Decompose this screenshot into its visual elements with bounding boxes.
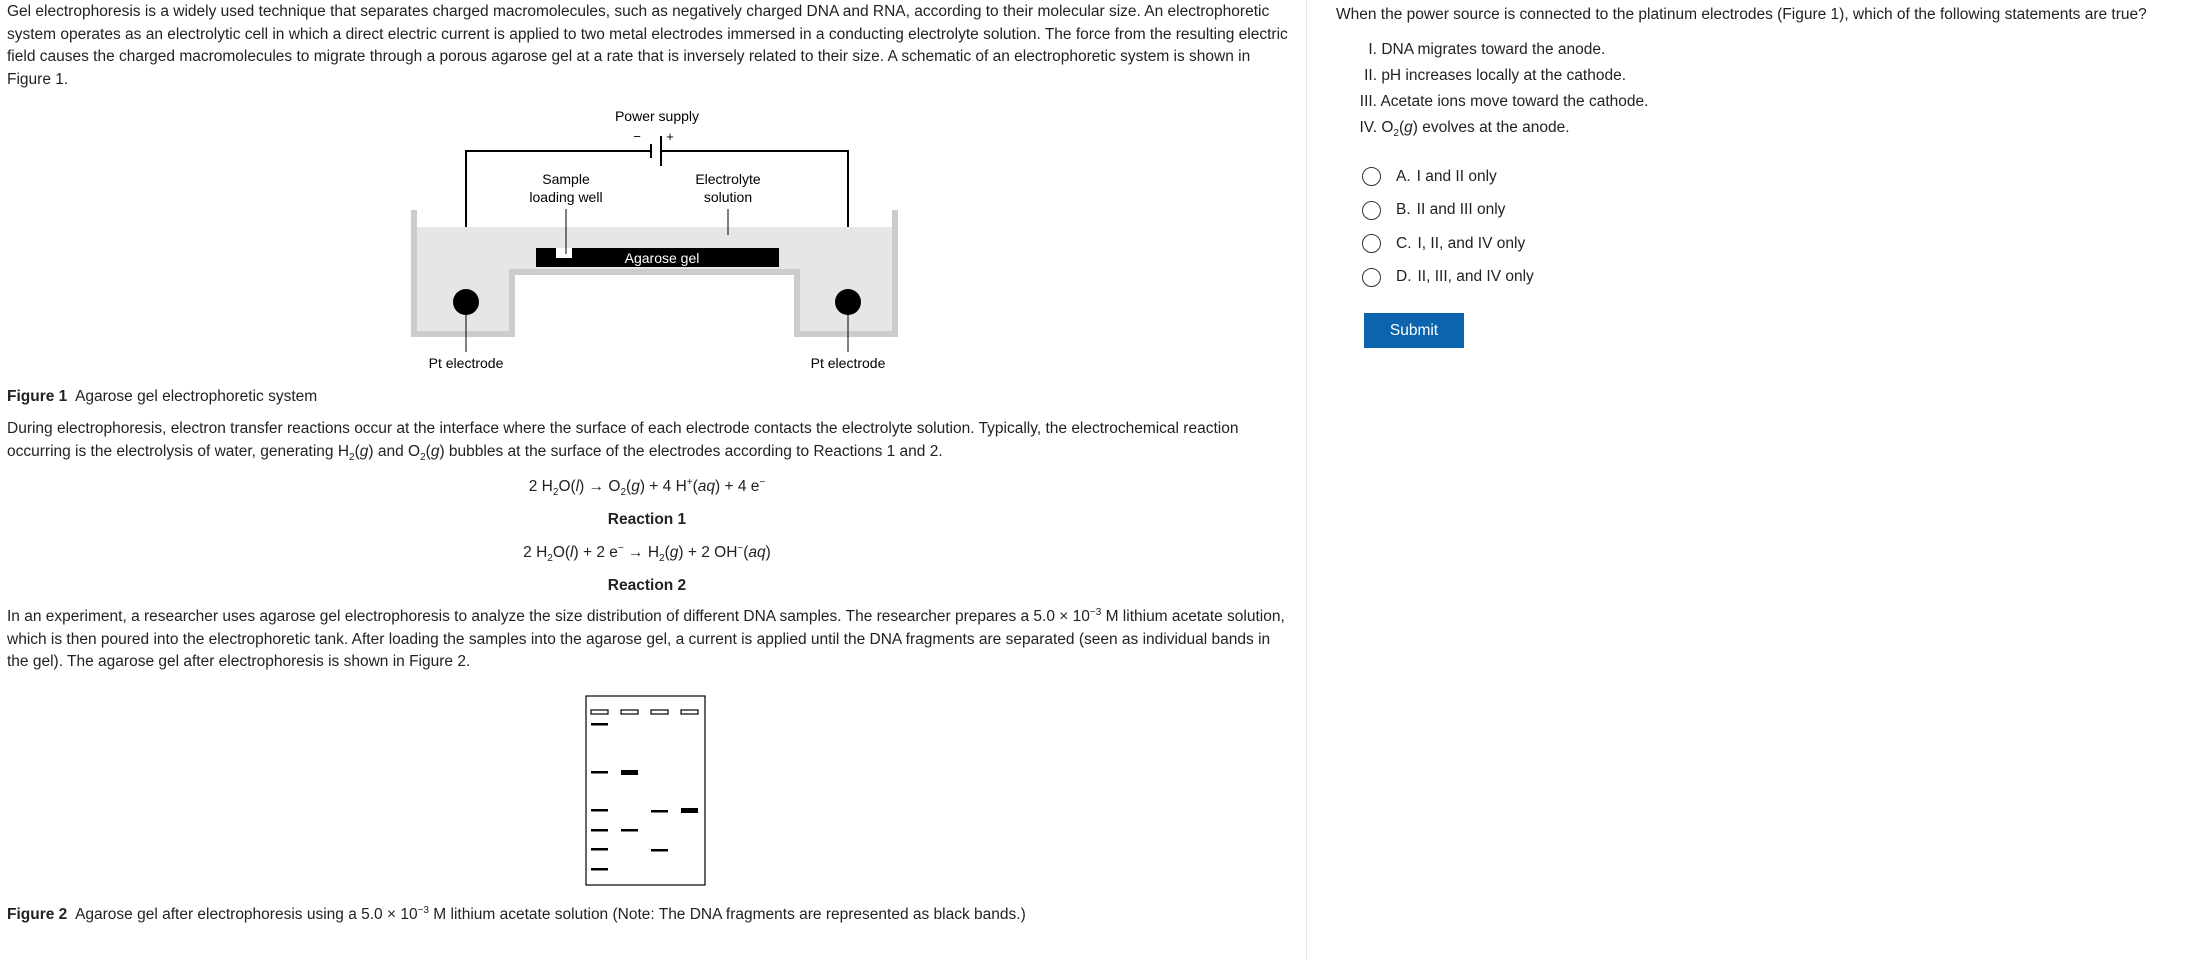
answer-options [1362, 160, 1534, 294]
right-electrode-label: Pt electrode [810, 355, 886, 371]
figure-2-gel [585, 695, 707, 887]
statement-item: II. pH increases locally at the cathode. [1364, 67, 1627, 84]
reaction-1-equation: 2 $H_2O(l) \to O_2(g) + 4$ H+(aq) + 4 e− [528, 476, 766, 499]
dna-band [591, 771, 608, 774]
electrolyte-label-1: Electrolyte [695, 171, 761, 187]
reaction-2-equation: 2 $H_2O(l) + 2$ $e^- \to H_2(g) + 2$ OH−(aq) [523, 542, 771, 565]
radio-icon[interactable] [1362, 167, 1381, 186]
dna-band [591, 829, 608, 832]
reaction-1-label: Reaction 1 [607, 511, 687, 528]
plus-sign: + [666, 129, 674, 144]
dna-band [621, 770, 638, 775]
well-4 [681, 710, 698, 714]
dna-band [591, 868, 608, 871]
dna-band [591, 723, 608, 726]
statement-item: I. DNA migrates toward the anode. [1368, 41, 1606, 58]
dna-band [681, 808, 698, 813]
power-supply-label: Power supply [614, 108, 700, 124]
option-a[interactable]: A. I and II only [1362, 160, 1534, 194]
dna-band [651, 849, 668, 852]
minus-sign: − [633, 129, 641, 144]
option-b[interactable]: B. II and III only [1362, 194, 1534, 228]
agarose-gel-label: Agarose gel [624, 250, 700, 266]
electrolysis-paragraph: During electrophoresis, electron transfer reactions occur at the interface where the surface of each electrode contacts the electrolyte solution. Typically, the electrochemical reaction occurring is the electrolysis of water, generating $H_2(g)$ and $O_2(g)$ bubbles at the surface of the electrodes according to Reactions 1 and 2. [7, 420, 1239, 463]
electrolyte-label-2: solution [703, 189, 753, 205]
radio-icon[interactable] [1362, 234, 1381, 253]
statement-item: IV. $O_2(g)$ evolves at the anode. [1359, 119, 1570, 140]
dna-band [651, 810, 668, 813]
sample-well-label-2: loading well [529, 189, 603, 205]
electrolyte-solution [417, 227, 892, 332]
well-3 [651, 710, 668, 714]
sample-well-label-1: Sample [542, 171, 590, 187]
figure-1-schematic [402, 102, 912, 382]
intro-paragraph: Gel electrophoresis is a widely used technique that separates charged macromolecules, such as negatively charged DNA and RNA, according to their molecular size. An electrophoretic system operates as an electrolytic cell in which a direct electric current is applied to two metal electrodes immersed in a conducting electrolyte solution. The force from the resulting electric field causes the charged macromolecules to migrate through a porous agarose gel at a rate that is inversely related to their size. A schematic of an electrophoretic system is shown in Figure 1. [7, 3, 1288, 88]
left-electrode-label: Pt electrode [428, 355, 504, 371]
well-2 [621, 710, 638, 714]
option-c[interactable]: C. I, II, and IV only [1362, 227, 1534, 261]
submit-button[interactable]: Submit [1364, 313, 1464, 348]
right-electrode [835, 289, 861, 315]
left-electrode [453, 289, 479, 315]
reaction-2-label: Reaction 2 [607, 577, 687, 594]
statement-list [1336, 37, 1648, 141]
sample-loading-well [556, 248, 572, 258]
radio-icon[interactable] [1362, 201, 1381, 220]
panel-divider [1306, 0, 1307, 959]
experiment-paragraph: In an experiment, a researcher uses agarose gel electrophoresis to analyze the size distribution of different DNA samples. The researcher prepares a $5.0 \times 10^{-3}$ M lithium acetate solution, which is then poured into the electrophoretic tank. After loading the samples into the agarose gel, a current is applied until the DNA fragments are separated (seen as individual bands in the gel). The agarose gel after electrophoresis is shown in Figure 2. [7, 606, 1285, 670]
dna-band [591, 848, 608, 851]
figure-2-caption: Figure 2 Agarose gel after electrophoresis using a $5.0 \times 10^{-3}$ M lithium acetate solution (Note: The DNA fragments are represented as black bands.) [7, 904, 1026, 923]
statement-item: III. Acetate ions move toward the cathode. [1359, 93, 1649, 110]
well-1 [591, 710, 608, 714]
dna-band [621, 829, 638, 832]
option-d[interactable]: D. II, III, and IV only [1362, 261, 1534, 295]
dna-band [591, 809, 608, 812]
question-stem: When the power source is connected to the platinum electrodes (Figure 1), which of the following statements are true? [1336, 6, 2147, 23]
figure-1-caption: Figure 1 Agarose gel electrophoretic system [7, 388, 318, 405]
radio-icon[interactable] [1362, 268, 1381, 287]
